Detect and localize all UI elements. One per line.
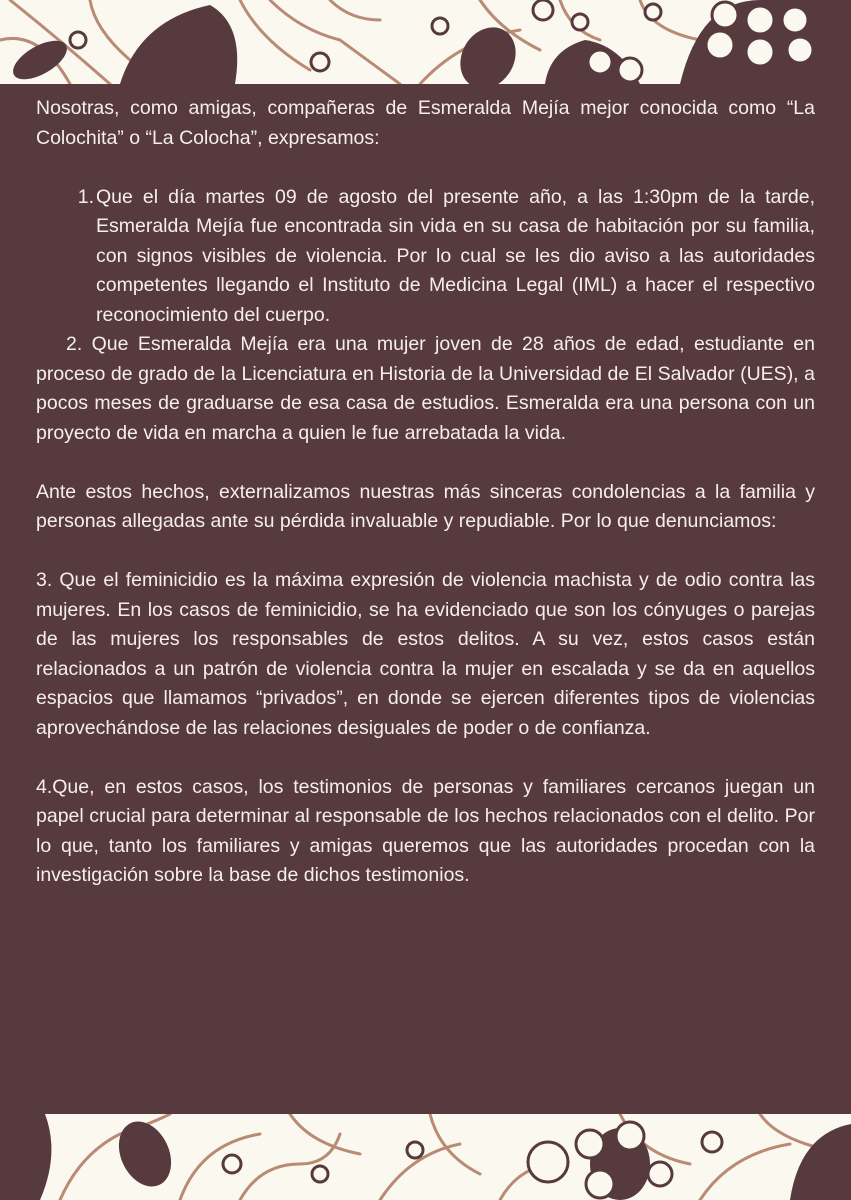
list-item-1 [36, 183, 815, 331]
condolences-paragraph: Ante estos hechos, externalizamos nuestras más sinceras condolencias a la familia y personas allegadas ante su pérdida invaluable y repudiable. Por lo que denunciamos: [36, 480, 815, 532]
paragraph-gap [36, 743, 815, 773]
list-item-2: 2. Que Esmeralda Mejía era una mujer joven de 28 años de edad, estudiante en proceso de grado de la Licenciatura en Historia de la Universidad de El Salvador (UES), a pocos meses de graduarse de esa casa de estudios. Esmeralda era una persona con un proyecto de vida en marcha a quien le fue arrebatada la vida. [36, 333, 815, 444]
decorative-floral-border-bottom [0, 1114, 851, 1200]
intro-paragraph: Nosotras, como amigas, compañeras de Esmeralda Mejía mejor conocida como “La Colochita” o “La Colocha”, expresamos: [36, 97, 815, 149]
paragraph-gap [36, 537, 815, 567]
decorative-floral-border-top [0, 0, 851, 84]
list-item-4: 4.Que, en estos casos, los testimonios de personas y familiares cercanos juegan un papel crucial para determinar al responsable de los hechos relacionados con el delito. Por lo que, tanto los familiares y amigas queremos que las autoridades procedan con la investigación sobre la base de dichos testimonios. [36, 775, 815, 886]
list-item-3: 3. Que el feminicidio es la máxima expresión de violencia machista y de odio contra las mujeres. En los casos de feminicidio, se ha evidenciado que son los cónyuges o parejas de las mujeres los responsables de estos delitos. A su vez, estos casos están relacionados a un patrón de violencia contra la mujer en escalada y se da en aquellos espacios que llamamos “privados”, en donde se ejercen diferentes tipos de violencias aprovechándose de las relaciones desiguales de poder o de confianza. [36, 569, 815, 739]
floral-pattern-icon [0, 1114, 851, 1200]
paragraph-gap [36, 153, 815, 183]
list-item-1-number: 1. [77, 185, 94, 208]
list-item-1-text: Que el día martes 09 de agosto del presente año, a las 1:30pm de la tarde, Esmeralda Mejía fue encontrada sin vida en su casa de habitación por su familia, con signos visibles de violencia. Por lo cual se les dio aviso a las autoridades competentes llegando el Instituto de Medicina Legal (IML) a hacer el respectivo reconocimiento del cuerpo. [96, 185, 815, 326]
floral-pattern-icon [0, 0, 851, 84]
paragraph-gap [36, 448, 815, 478]
letter-body [36, 94, 815, 891]
